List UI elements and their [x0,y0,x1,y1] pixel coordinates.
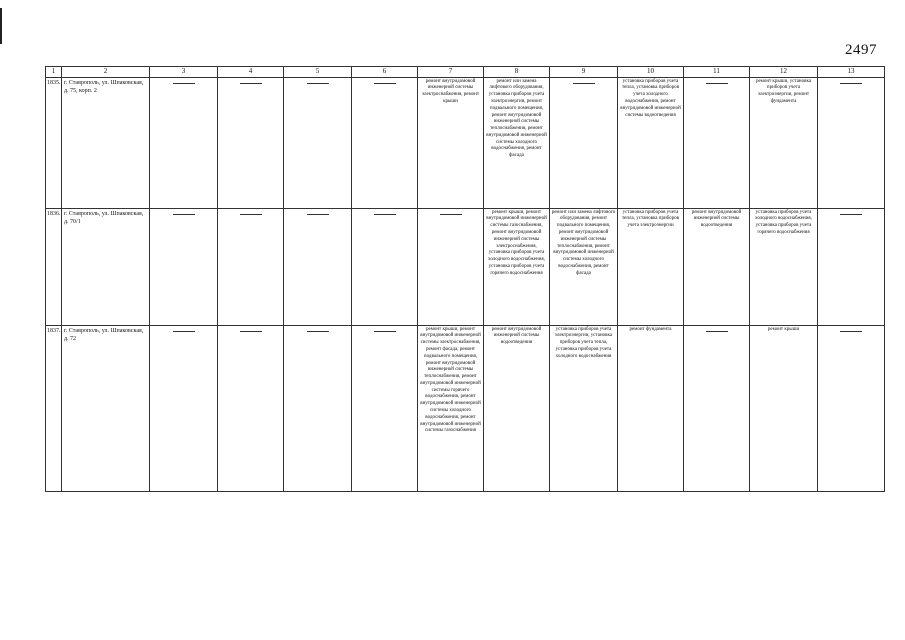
dash-mark [840,331,862,332]
works-cell: установка приборов учета холодного водоснабжения, установка приборов учета горячего водоснабжения [750,208,818,325]
dash-mark [840,83,862,84]
works-cell: ремонт крыши, ремонт внутридомовой инженерной системы электроснабжения, ремонт фасада, ремонт подвального помещения, ремонт внутридомовой инженерной системы теплоснабжения, ремонт внутридомовой инженерной системы горячего водоснабжения, ремонт внутридомовой инженерной системы холодного водоснабжения, ремонт внутридомовой инженерной системы газоснабжения [418,325,484,491]
empty-cell [150,325,218,491]
dash-mark [240,331,262,332]
column-number-row [46,67,885,78]
empty-cell [218,77,284,208]
row-number: 1836. [46,208,62,325]
works-cell: установка приборов учета тепла, установка приборов учета холодного водоснабжения, ремонт внутридомовой инженерной системы водоотведения [618,77,684,208]
column-header: 6 [352,67,418,78]
empty-cell [218,325,284,491]
empty-cell [284,77,352,208]
address-cell: г. Ставрополь, ул. Шпаковская, д. 70/1 [62,208,150,325]
empty-cell [818,77,885,208]
dash-mark [307,331,329,332]
works-cell: ремонт внутридомовой инженерной системы водоотведения [484,325,550,491]
column-header: 9 [550,67,618,78]
column-header: 13 [818,67,885,78]
empty-cell [818,325,885,491]
works-cell: ремонт крыши, ремонт внутридомовой инженерной системы газоснабжения, ремонт внутридомовой инженерной системы электроснабжения, установка приборов учета холодного водоснабжения, установка приборов учета горячего водоснабжения [484,208,550,325]
dash-mark [374,83,396,84]
address-cell: г. Ставрополь, ул. Шпаковская, д. 75, корп. 2 [62,77,150,208]
column-header: 8 [484,67,550,78]
dash-mark [173,331,195,332]
row-number: 1835. [46,77,62,208]
empty-cell [352,325,418,491]
empty-cell [218,208,284,325]
works-cell: ремонт фундамента [618,325,684,491]
column-header: 5 [284,67,352,78]
dash-mark [240,214,262,215]
dash-mark [440,214,462,215]
works-cell: ремонт или замена лифтового оборудования, установка приборов учета электроэнергии, ремонт подвального помещения, ремонт внутридомовой инженерной системы теплоснабжения, ремонт внутридомовой инженерной системы холодного водоснабжения, ремонт фасада [484,77,550,208]
dash-mark [240,83,262,84]
empty-cell [418,208,484,325]
empty-cell [550,77,618,208]
table-row [46,77,885,208]
empty-cell [284,325,352,491]
dash-mark [573,83,595,84]
column-header: 11 [684,67,750,78]
binding-edge-mark [0,8,2,44]
empty-cell [150,208,218,325]
column-header: 2 [62,67,150,78]
empty-cell [150,77,218,208]
empty-cell [352,77,418,208]
column-header: 12 [750,67,818,78]
works-cell: установка приборов учета электроэнергии, установка приборов учета тепла, установка приборов учета холодного водоснабжения [550,325,618,491]
register-table [45,66,885,492]
dash-mark [706,83,728,84]
works-cell: ремонт крыши [750,325,818,491]
empty-cell [818,208,885,325]
page-number: 2497 [845,42,877,58]
dash-mark [706,331,728,332]
dash-mark [173,83,195,84]
column-header: 3 [150,67,218,78]
empty-cell [352,208,418,325]
works-cell: ремонт внутридомовой инженерной системы водоотведения [684,208,750,325]
dash-mark [374,214,396,215]
address-cell: г. Ставрополь, ул. Шпаковская, д. 72 [62,325,150,491]
works-cell: ремонт внутридомовой инженерной системы электроснабжения, ремонт крыши [418,77,484,208]
works-cell: ремонт крыши, установка приборов учета электроэнергии, ремонт фундамента [750,77,818,208]
works-cell: установка приборов учета тепла, установка приборов учета электроэнергии [618,208,684,325]
dash-mark [307,83,329,84]
dash-mark [374,331,396,332]
column-header: 4 [218,67,284,78]
dash-mark [173,214,195,215]
column-header: 7 [418,67,484,78]
dash-mark [307,214,329,215]
column-header: 10 [618,67,684,78]
dash-mark [840,214,862,215]
table-row [46,208,885,325]
column-header: 1 [46,67,62,78]
table-row [46,325,885,491]
works-cell: ремонт или замена лифтового оборудования, ремонт подвального помещения, ремонт внутридомовой инженерной системы теплоснабжения, ремонт внутридомовой инженерной системы холодного водоснабжения, ремонт фасада [550,208,618,325]
row-number: 1837. [46,325,62,491]
empty-cell [684,77,750,208]
empty-cell [684,325,750,491]
empty-cell [284,208,352,325]
